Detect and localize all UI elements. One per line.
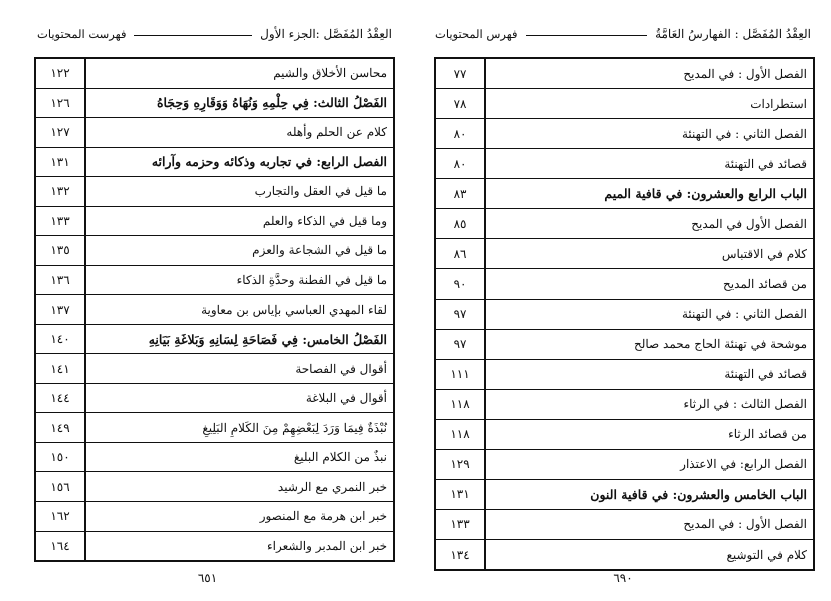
entry-title: استطرادات <box>750 96 807 111</box>
entry-page-number: ١٣٣ <box>36 207 86 236</box>
entry-title: كلام عن الحلم وأهله <box>286 125 387 140</box>
toc-row <box>36 295 393 325</box>
toc-table <box>434 57 815 571</box>
section-title: فهرس المحتويات <box>435 27 518 41</box>
header-rule <box>526 35 648 36</box>
header-rule <box>134 35 252 36</box>
toc-row <box>36 502 393 532</box>
entry-page-number: ١٢٢ <box>36 59 86 88</box>
toc-row <box>36 384 393 414</box>
entry-title: خبر ابن المدبر والشعراء <box>267 538 387 553</box>
entry-page-number: ١٦٤ <box>36 532 86 561</box>
entry-page-number: ١٣٤ <box>436 540 486 569</box>
entry-title: قصائد في التهنئة <box>724 367 807 382</box>
toc-row <box>436 480 813 510</box>
entry-title: نُبْذَةٌ فِيمَا وَرَدَ لِبَعْضِهِمْ مِنَ الكَلامِ البَلِيغِ <box>202 420 387 435</box>
toc-row <box>436 360 813 390</box>
entry-title: الفصل الثاني : في التهنئة <box>681 307 807 322</box>
entry-title: الفَصْلُ الخامس: فِي فَصَاحَةِ لِسَانِهِ وَبَلاغَةِ بَيَانِهِ <box>148 331 387 347</box>
entry-page-number: ١٣١ <box>36 148 86 177</box>
toc-row <box>436 59 813 89</box>
toc-row <box>36 354 393 384</box>
entry-page-number: ٩٧ <box>436 300 486 329</box>
running-head <box>37 22 392 46</box>
toc-row <box>36 325 393 355</box>
page-number: ٦٩٠ <box>613 571 633 585</box>
toc-row <box>436 390 813 420</box>
entry-title: موشحة في تهنئة الحاج محمد صالح <box>633 337 807 352</box>
entry-page-number: ١٦٢ <box>36 502 86 531</box>
entry-title: كلام في التوشيع <box>726 547 807 562</box>
toc-row <box>36 118 393 148</box>
toc-row <box>36 89 393 119</box>
entry-page-number: ٩٧ <box>436 330 486 359</box>
toc-row <box>436 179 813 209</box>
entry-title: الفصل الثاني : في التهنئة <box>681 126 807 141</box>
entry-page-number: ٩٠ <box>436 269 486 298</box>
section-title: فهرست المحتويات <box>37 27 127 41</box>
entry-page-number: ١٤٤ <box>36 384 86 413</box>
entry-title: الفصل الرابع: في تجاربه وذكائه وحزمه وآرائه <box>151 154 387 170</box>
entry-page-number: ١١١ <box>436 360 486 389</box>
toc-row <box>36 177 393 207</box>
entry-title: نبذٌ من الكلام البليغ <box>293 450 387 465</box>
book-title: العِقْدُ المُفَصَّل :الجزء الأول <box>260 27 392 41</box>
entry-page-number: ١١٨ <box>436 420 486 449</box>
toc-row <box>436 269 813 299</box>
entry-title: أقوال في الفصاحة <box>295 361 387 376</box>
toc-row <box>36 207 393 237</box>
book-title: العِقْدُ المُفَصَّل : الفهارسُ العَامَّةُ <box>655 27 811 41</box>
entry-page-number: ١٢٦ <box>36 89 86 118</box>
entry-page-number: ٧٧ <box>436 59 486 88</box>
entry-page-number: ١٢٧ <box>36 118 86 147</box>
toc-table <box>34 57 395 562</box>
entry-title: من قصائد الرثاء <box>728 427 807 442</box>
entry-page-number: ١٣٥ <box>36 236 86 265</box>
entry-title: أقوال في البلاغة <box>305 391 387 406</box>
entry-page-number: ١٥٦ <box>36 472 86 501</box>
left-page <box>0 0 415 601</box>
entry-page-number: ٧٨ <box>436 89 486 118</box>
entry-title: الفصل الأول في المديح <box>691 216 807 231</box>
entry-title: خبر ابن هرمة مع المنصور <box>259 509 387 524</box>
entry-title: وما قيل في الذكاء والعلم <box>262 213 387 228</box>
entry-page-number: ١٣٦ <box>36 266 86 295</box>
entry-page-number: ١٤٩ <box>36 413 86 442</box>
toc-row <box>436 510 813 540</box>
entry-title: الباب الرابع والعشرون: في قافية الميم <box>604 186 807 202</box>
entry-title: محاسن الأخلاق والشيم <box>273 66 387 81</box>
entry-page-number: ١٣٣ <box>436 510 486 539</box>
entry-page-number: ٨٠ <box>436 119 486 148</box>
running-head <box>435 22 811 46</box>
entry-title: الفصل الأول : في المديح <box>683 517 807 532</box>
entry-page-number: ١٣١ <box>436 480 486 509</box>
toc-row <box>436 330 813 360</box>
entry-page-number: ١٣٧ <box>36 295 86 324</box>
entry-title: الباب الخامس والعشرون: في قافية النون <box>590 486 807 502</box>
toc-row <box>436 450 813 480</box>
toc-row <box>436 119 813 149</box>
entry-title: ما قيل في الفطنة وحدَّةِ الذكاء <box>236 272 387 287</box>
entry-title: ما قيل في العقل والتجارب <box>254 184 387 199</box>
entry-title: الفَصْلُ الثالث: فِي حِلْمِهِ وَنُهَاهُ وَوَقَارِهِ وَحِجَاهُ <box>156 95 387 111</box>
toc-row <box>36 236 393 266</box>
entry-page-number: ٨٦ <box>436 239 486 268</box>
entry-title: الفصل الثالث : في الرثاء <box>683 397 807 412</box>
entry-title: ما قيل في الشجاعة والعزم <box>252 243 387 258</box>
toc-row <box>436 89 813 119</box>
entry-title: من قصائد المديح <box>723 276 807 291</box>
entry-page-number: ١٤١ <box>36 354 86 383</box>
toc-row <box>436 540 813 569</box>
toc-row <box>36 266 393 296</box>
entry-title: قصائد في التهنئة <box>724 156 807 171</box>
entry-page-number: ٨٥ <box>436 209 486 238</box>
entry-title: الفصل الرابع: في الاعتذار <box>680 457 807 472</box>
entry-title: الفصل الأول : في المديح <box>683 66 807 81</box>
entry-page-number: ١٢٩ <box>436 450 486 479</box>
toc-row <box>36 148 393 178</box>
toc-row <box>36 532 393 561</box>
toc-row <box>436 239 813 269</box>
toc-row <box>436 300 813 330</box>
entry-title: خبر النمري مع الرشيد <box>277 479 387 494</box>
toc-row <box>36 443 393 473</box>
entry-title: لقاء المهدي العباسي بإياس بن معاوية <box>201 302 387 317</box>
entry-title: كلام في الاقتباس <box>721 246 807 261</box>
right-page <box>415 0 831 601</box>
entry-page-number: ١٥٠ <box>36 443 86 472</box>
entry-page-number: ٨٣ <box>436 179 486 208</box>
entry-page-number: ١٤٠ <box>36 325 86 354</box>
toc-row <box>36 59 393 89</box>
toc-row <box>36 413 393 443</box>
toc-row <box>436 209 813 239</box>
toc-row <box>436 149 813 179</box>
entry-page-number: ٨٠ <box>436 149 486 178</box>
entry-page-number: ١١٨ <box>436 390 486 419</box>
entry-page-number: ١٣٢ <box>36 177 86 206</box>
toc-row <box>36 472 393 502</box>
toc-row <box>436 420 813 450</box>
page-number: ٦٥١ <box>197 571 218 585</box>
